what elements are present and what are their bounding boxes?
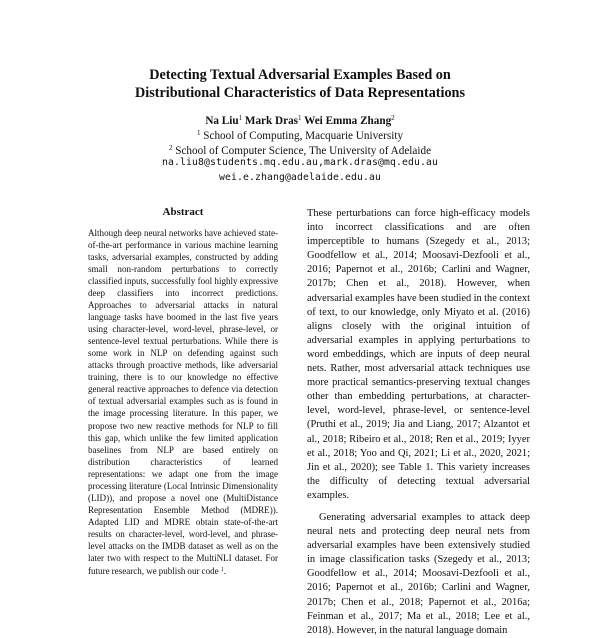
author-name: Na Liu bbox=[205, 115, 239, 127]
body-column-right bbox=[307, 207, 530, 638]
author-affiliation-mark: 2 bbox=[391, 114, 395, 122]
affiliation-text: School of Computing, Macquarie University bbox=[203, 130, 404, 142]
affiliation-mark: 1 bbox=[196, 129, 201, 137]
affiliation-mark: 2 bbox=[168, 144, 173, 152]
paper-title: Detecting Textual Adversarial Examples Based on Distributional Characteristics of Data Representations bbox=[135, 67, 465, 101]
author-name: Wei Emma Zhang bbox=[304, 115, 392, 127]
footnote-mark: 1 bbox=[220, 566, 224, 573]
author-email: wei.e.zhang@adelaide.edu.au bbox=[219, 172, 381, 183]
affiliation-text: School of Computer Science, The University of Adelaide bbox=[175, 145, 432, 157]
abstract-text: Although deep neural networks have achieved state-of-the-art performance in various machine learning tasks, adversarial examples, constructed by adding small non-random perturbations to correctly classified inputs, successfully fool highly expressive deep classifiers into incorrect predictions. Approaches to adversarial attacks in natural language tasks have boomed in the last five years using character-level, word-level, phrase-level, or sentence-level textual perturbations. While there is some work in NLP on defending against such attacks through proactive methods, like adversarial training, there is to our knowledge no effective general reactive approaches to defence via detection of textual adversarial examples such as is found in the image processing literature. In this paper, we propose two new reactive methods for NLP to fill this gap, which unlike the few limited application baselines from NLP are based entirely on distribution characteristics of learned representations: we adapt one from the image processing literature (Local Intrinsic Dimensionality (LID)), and propose a novel one (MultiDistance Representation Ensemble Method (MDRE)). Adapted LID and MDRE obtain state-of-the-art results on character-level, word-level, and phrase-level attacks on the IMDB dataset as well as on the later two with respect to the MultiNLI dataset. For future research, we publish our code bbox=[88, 228, 278, 576]
author-name: Mark Dras bbox=[244, 115, 299, 127]
author-email: na.liu8@students.mq.edu.au,mark.dras@mq.edu.au bbox=[162, 157, 438, 168]
body-paragraph: These perturbations can force high-efficacy models into incorrect classifications and are often imperceptible to humans (Szegedy et al., 2013; Goodfellow et al., 2014; Moosavi-Dezfooli et al., 2016; Papernot et al., 2016b; Carlini and Wagner, 2017b; Chen et al., 2018). However, when adversarial examples have been studied in the context of text, to our knowledge, only Miyato et al. (2016) aligns closely with the original intuition of adversarial examples in applying perturbations to word embeddings, which are inputs of deep neural nets. Rather, most adversarial attack techniques use more practical semantics-preserving textual changes other than embedding perturbations, at character-level, word-level, phrase-level, or sentence-level (Pruthi et al., 2019; Jia and Liang, 2017; Alzantot et al., 2018; Ribeiro et al., 2018; Ren et al., 2019; Iyyer et al., 2018; Yoo and Qi, 2021; Li et al., 2020, 2021; Jin et al., 2020); see Table 1. This variety increases the difficulty of detecting textual adversarial examples. bbox=[307, 208, 530, 501]
abstract-body bbox=[88, 227, 278, 577]
abstract-heading: Abstract bbox=[162, 206, 204, 218]
author-affiliation-mark: 1 bbox=[298, 114, 302, 122]
body-paragraph: Generating adversarial examples to attack deep neural nets and protecting deep neural nets from adversarial examples have been extensively studied in image classification tasks (Szegedy et al., 2013; Goodfellow et al., 2014; Moosavi-Dezfooli et al., 2016; Papernot et al., 2016b; Carlini and Wagner, 2017b; Chen et al., 2018; Papernot et al., 2016a; Feinman et al., 2017; Ma et al., 2018; Lee et al., 2018). However, in the natural language domain bbox=[307, 511, 530, 636]
abstract-end: . bbox=[223, 565, 226, 576]
author-affiliation-mark: 1 bbox=[238, 114, 243, 122]
